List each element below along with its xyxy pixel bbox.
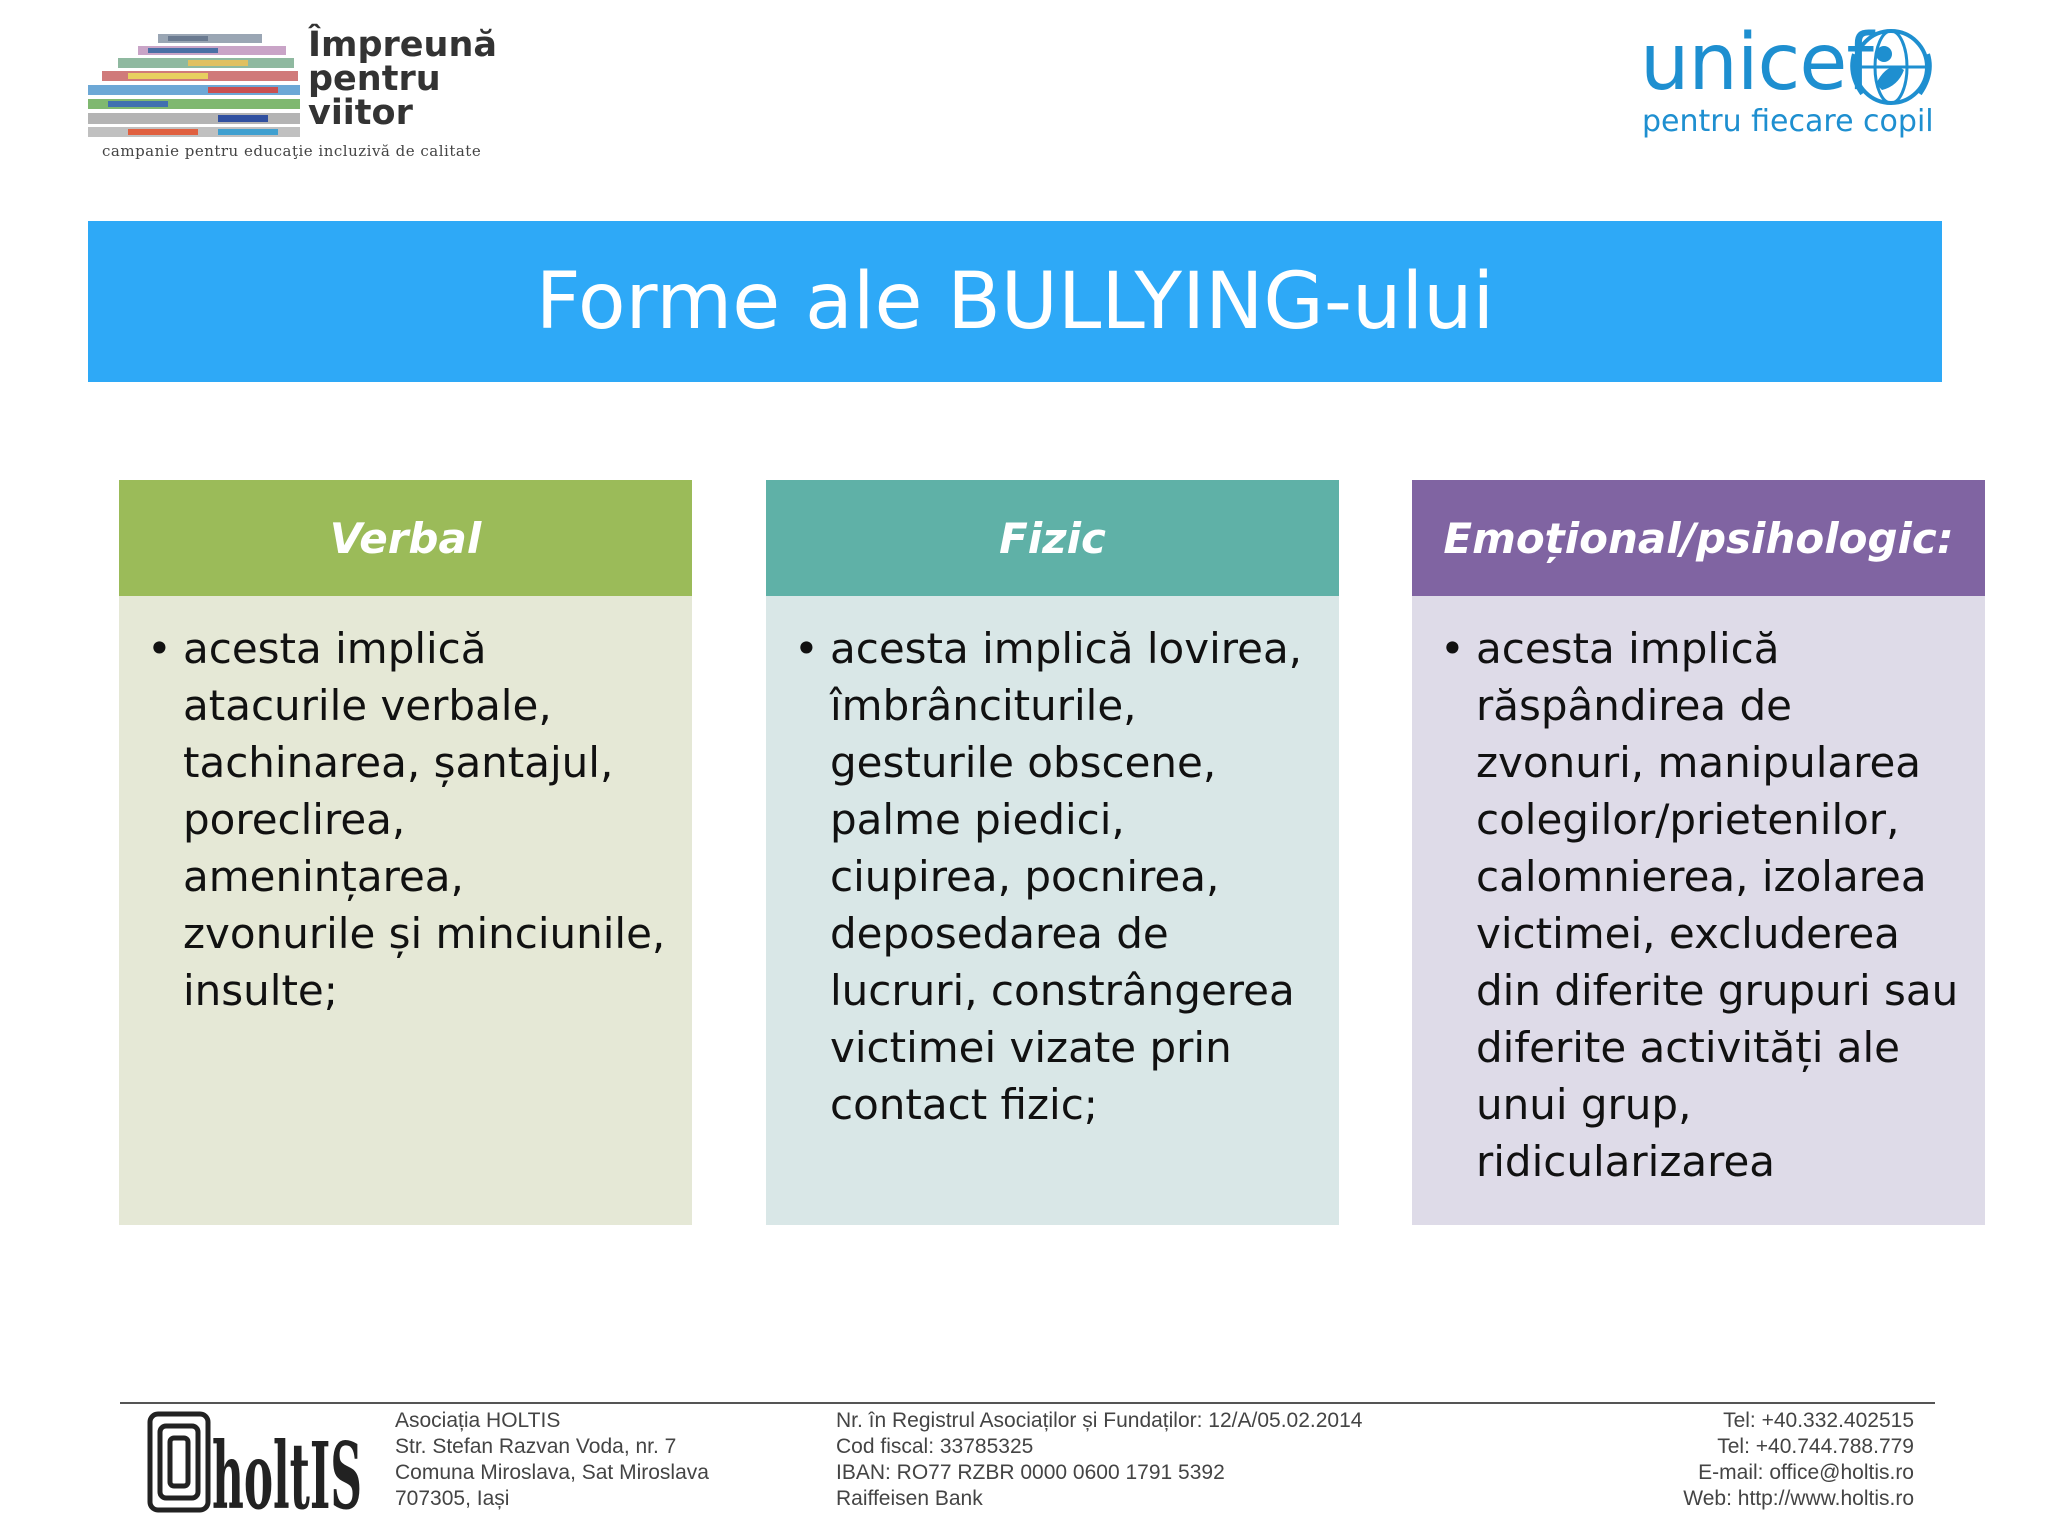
column-heading-verbal: Verbal — [119, 480, 692, 596]
footer-contact — [1683, 1408, 1914, 1512]
bullet-item — [183, 620, 672, 1019]
books-stack-icon — [88, 28, 302, 140]
footer-line: Nr. în Registrul Asociaților și Fundaților: 12/A/05.02.2014 — [836, 1409, 1363, 1432]
logo-word-3: viitor — [308, 93, 413, 133]
bullet-list — [766, 596, 1339, 1133]
footer-phone-1: Tel: +40.332.402515 — [1723, 1409, 1914, 1432]
line: deposedarea de — [830, 909, 1169, 958]
column-emotional — [1412, 480, 1985, 1225]
bullet-item — [1476, 620, 1965, 1190]
line: victimei vizate prin — [830, 1023, 1232, 1072]
line: colegilor/prietenilor, — [1476, 795, 1900, 844]
column-body-fizic — [766, 596, 1339, 1225]
line: amenințarea, — [183, 852, 464, 901]
column-fizic — [766, 480, 1339, 1225]
bullet-list — [1412, 596, 1985, 1190]
footer-line: Cod fiscal: 33785325 — [836, 1435, 1034, 1458]
impreuna-pentru-viitor-logo — [88, 24, 497, 164]
line: diferite activități ale — [1476, 1023, 1900, 1072]
line: acesta implică lovirea, — [830, 624, 1303, 673]
line: contact fizic; — [830, 1080, 1098, 1129]
logo-word-2: pentru — [308, 59, 441, 99]
line: zvonuri, manipularea — [1476, 738, 1922, 787]
footer-registry — [836, 1408, 1362, 1512]
line: atacurile verbale, — [183, 681, 552, 730]
footer-line: Asociația HOLTIS — [395, 1409, 561, 1432]
footer-email: E-mail: office@holtis.ro — [1698, 1461, 1914, 1484]
line: poreclirea, — [183, 795, 406, 844]
footer-address — [395, 1408, 709, 1512]
spiral-icon — [150, 1414, 208, 1510]
page-title: Forme ale BULLYING-ului — [535, 256, 1495, 347]
unicef-tagline: pentru fiecare copil — [1642, 104, 1934, 139]
footer-line: IBAN: RO77 RZBR 0000 0600 1791 5392 — [836, 1461, 1225, 1484]
column-body-verbal — [119, 596, 692, 1225]
footer-line: Str. Stefan Razvan Voda, nr. 7 — [395, 1435, 677, 1458]
footer-divider — [120, 1402, 1935, 1404]
line: acesta implică — [1476, 624, 1780, 673]
footer-line: Comuna Miroslava, Sat Miroslava — [395, 1461, 709, 1484]
line: acesta implică — [183, 624, 487, 673]
line: tachinarea, șantajul, — [183, 738, 614, 787]
bullet-list — [119, 596, 692, 1019]
line: unui grup, — [1476, 1080, 1692, 1129]
column-body-emotional — [1412, 596, 1985, 1225]
bullet-item — [830, 620, 1319, 1133]
footer-line: 707305, Iași — [395, 1487, 510, 1510]
line: victimei, excluderea — [1476, 909, 1900, 958]
logo-tagline: campanie pentru educaţie incluzivă de calitate — [102, 142, 482, 160]
line: din diferite grupuri sau — [1476, 966, 1959, 1015]
logo-word-1: Împreună — [308, 25, 497, 65]
line: lucruri, constrângerea — [830, 966, 1295, 1015]
footer-phone-2: Tel: +40.744.788.779 — [1717, 1435, 1914, 1458]
unicef-brand: unicef — [1640, 18, 1873, 108]
line: răspândirea de — [1476, 681, 1793, 730]
line: ciupirea, pocnirea, — [830, 852, 1220, 901]
column-heading-fizic: Fizic — [766, 480, 1339, 596]
line: ridicularizarea — [1476, 1137, 1776, 1186]
line: îmbrânciturile, — [830, 681, 1137, 730]
line: gesturile obscene, — [830, 738, 1217, 787]
footer-line: Raiffeisen Bank — [836, 1487, 983, 1510]
unicef-logo — [1640, 18, 1940, 148]
line: insulte; — [183, 966, 338, 1015]
column-verbal — [119, 480, 692, 1225]
holtis-logo-text: holtIS — [212, 1422, 362, 1516]
line: zvonurile și minciunile, — [183, 909, 666, 958]
line: calomnierea, izolarea — [1476, 852, 1927, 901]
logo-words — [308, 25, 497, 133]
unicef-globe-icon — [1848, 24, 1934, 110]
title-banner — [88, 221, 1942, 382]
footer-web: Web: http://www.holtis.ro — [1683, 1487, 1914, 1510]
holtis-logo — [146, 1408, 366, 1516]
column-heading-emotional: Emoțional/psihologic: — [1412, 480, 1985, 596]
line: palme piedici, — [830, 795, 1125, 844]
